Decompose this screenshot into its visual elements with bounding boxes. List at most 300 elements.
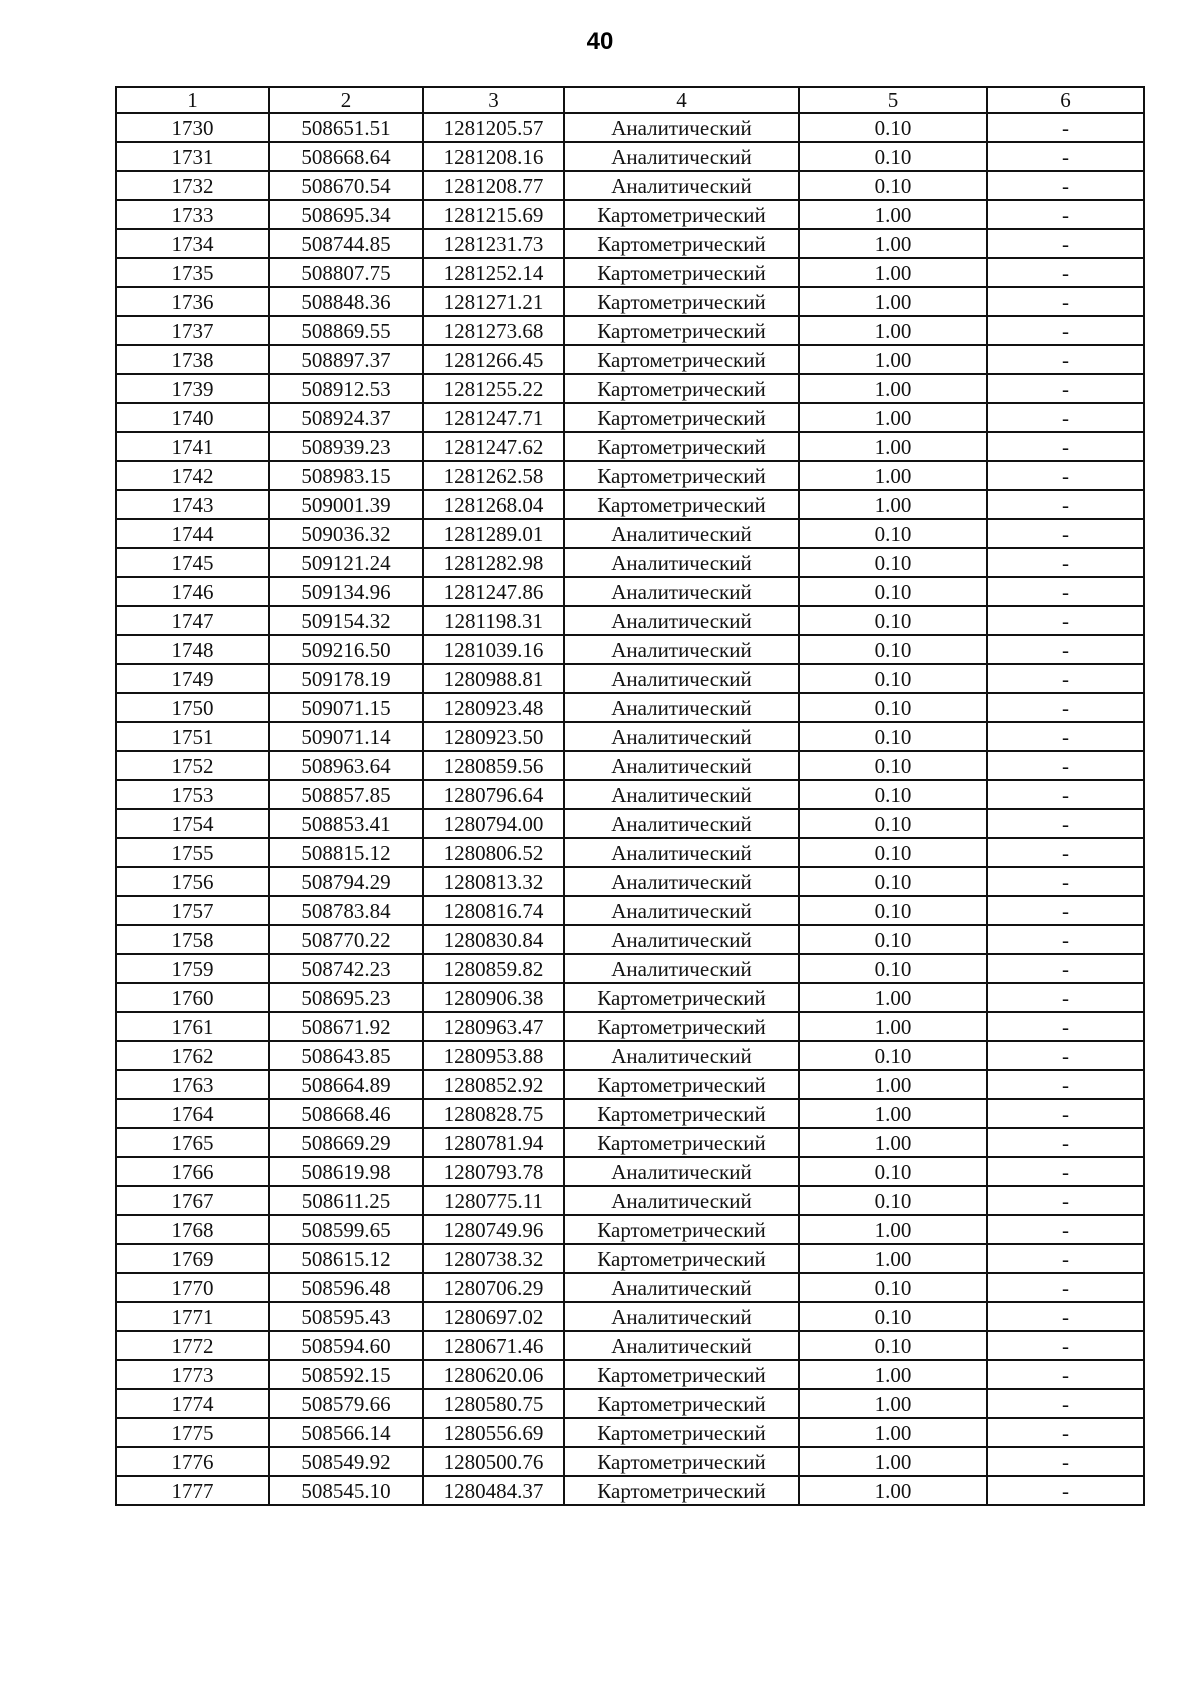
x-coordinate-cell: 509134.96 <box>269 577 423 606</box>
point-number-cell: 1759 <box>116 954 269 983</box>
point-number-cell: 1744 <box>116 519 269 548</box>
accuracy-cell: 1.00 <box>799 316 987 345</box>
table-row <box>116 722 1144 751</box>
x-coordinate-cell: 508599.65 <box>269 1215 423 1244</box>
table-row <box>116 1186 1144 1215</box>
method-cell: Картометрический <box>564 1128 799 1157</box>
table-row <box>116 1099 1144 1128</box>
y-coordinate-cell: 1280749.96 <box>423 1215 564 1244</box>
method-cell: Картометрический <box>564 258 799 287</box>
point-number-cell: 1776 <box>116 1447 269 1476</box>
y-coordinate-cell: 1281205.57 <box>423 113 564 142</box>
table-row <box>116 142 1144 171</box>
x-coordinate-cell: 509216.50 <box>269 635 423 664</box>
point-number-cell: 1751 <box>116 722 269 751</box>
point-number-cell: 1749 <box>116 664 269 693</box>
note-cell: - <box>987 1041 1144 1070</box>
method-cell: Аналитический <box>564 142 799 171</box>
note-cell: - <box>987 403 1144 432</box>
y-coordinate-cell: 1280830.84 <box>423 925 564 954</box>
method-cell: Картометрический <box>564 490 799 519</box>
note-cell: - <box>987 1099 1144 1128</box>
point-number-cell: 1762 <box>116 1041 269 1070</box>
y-coordinate-cell: 1280620.06 <box>423 1360 564 1389</box>
accuracy-cell: 0.10 <box>799 548 987 577</box>
x-coordinate-cell: 508596.48 <box>269 1273 423 1302</box>
accuracy-cell: 1.00 <box>799 432 987 461</box>
method-cell: Аналитический <box>564 809 799 838</box>
point-number-cell: 1768 <box>116 1215 269 1244</box>
accuracy-cell: 1.00 <box>799 287 987 316</box>
point-number-cell: 1737 <box>116 316 269 345</box>
note-cell: - <box>987 374 1144 403</box>
x-coordinate-cell: 508664.89 <box>269 1070 423 1099</box>
y-coordinate-cell: 1281215.69 <box>423 200 564 229</box>
point-number-cell: 1742 <box>116 461 269 490</box>
note-cell: - <box>987 519 1144 548</box>
y-coordinate-cell: 1280793.78 <box>423 1157 564 1186</box>
point-number-cell: 1765 <box>116 1128 269 1157</box>
table-row <box>116 1070 1144 1099</box>
column-header: 6 <box>987 87 1144 113</box>
note-cell: - <box>987 1418 1144 1447</box>
point-number-cell: 1741 <box>116 432 269 461</box>
table-row <box>116 1012 1144 1041</box>
accuracy-cell: 0.10 <box>799 867 987 896</box>
table-body <box>116 87 1144 1505</box>
accuracy-cell: 0.10 <box>799 1157 987 1186</box>
accuracy-cell: 1.00 <box>799 229 987 258</box>
table-row <box>116 751 1144 780</box>
note-cell: - <box>987 896 1144 925</box>
accuracy-cell: 1.00 <box>799 490 987 519</box>
table-row <box>116 954 1144 983</box>
accuracy-cell: 0.10 <box>799 519 987 548</box>
point-number-cell: 1760 <box>116 983 269 1012</box>
page-number: 40 <box>586 28 614 55</box>
table-row <box>116 1389 1144 1418</box>
y-coordinate-cell: 1280671.46 <box>423 1331 564 1360</box>
table-row <box>116 1041 1144 1070</box>
note-cell: - <box>987 635 1144 664</box>
accuracy-cell: 0.10 <box>799 1273 987 1302</box>
table-row <box>116 229 1144 258</box>
y-coordinate-cell: 1281208.16 <box>423 142 564 171</box>
method-cell: Картометрический <box>564 1012 799 1041</box>
x-coordinate-cell: 508897.37 <box>269 345 423 374</box>
accuracy-cell: 0.10 <box>799 1302 987 1331</box>
y-coordinate-cell: 1281271.21 <box>423 287 564 316</box>
y-coordinate-cell: 1280859.56 <box>423 751 564 780</box>
method-cell: Картометрический <box>564 1215 799 1244</box>
point-number-cell: 1739 <box>116 374 269 403</box>
note-cell: - <box>987 693 1144 722</box>
y-coordinate-cell: 1280923.48 <box>423 693 564 722</box>
table-row <box>116 461 1144 490</box>
point-number-cell: 1731 <box>116 142 269 171</box>
accuracy-cell: 1.00 <box>799 1099 987 1128</box>
point-number-cell: 1766 <box>116 1157 269 1186</box>
x-coordinate-cell: 508794.29 <box>269 867 423 896</box>
point-number-cell: 1734 <box>116 229 269 258</box>
x-coordinate-cell: 508783.84 <box>269 896 423 925</box>
table-row <box>116 200 1144 229</box>
table-row <box>116 780 1144 809</box>
x-coordinate-cell: 509036.32 <box>269 519 423 548</box>
y-coordinate-cell: 1280775.11 <box>423 1186 564 1215</box>
method-cell: Аналитический <box>564 1157 799 1186</box>
accuracy-cell: 0.10 <box>799 635 987 664</box>
table-row <box>116 1476 1144 1505</box>
point-number-cell: 1738 <box>116 345 269 374</box>
y-coordinate-cell: 1280706.29 <box>423 1273 564 1302</box>
table-row <box>116 1244 1144 1273</box>
point-number-cell: 1752 <box>116 751 269 780</box>
method-cell: Картометрический <box>564 200 799 229</box>
method-cell: Аналитический <box>564 577 799 606</box>
note-cell: - <box>987 838 1144 867</box>
x-coordinate-cell: 509001.39 <box>269 490 423 519</box>
accuracy-cell: 1.00 <box>799 374 987 403</box>
x-coordinate-cell: 508815.12 <box>269 838 423 867</box>
note-cell: - <box>987 1360 1144 1389</box>
note-cell: - <box>987 867 1144 896</box>
table-row <box>116 287 1144 316</box>
note-cell: - <box>987 1186 1144 1215</box>
x-coordinate-cell: 508857.85 <box>269 780 423 809</box>
note-cell: - <box>987 722 1144 751</box>
y-coordinate-cell: 1280923.50 <box>423 722 564 751</box>
column-header: 2 <box>269 87 423 113</box>
note-cell: - <box>987 287 1144 316</box>
y-coordinate-cell: 1280813.32 <box>423 867 564 896</box>
note-cell: - <box>987 171 1144 200</box>
point-number-cell: 1777 <box>116 1476 269 1505</box>
accuracy-cell: 1.00 <box>799 983 987 1012</box>
note-cell: - <box>987 751 1144 780</box>
x-coordinate-cell: 508615.12 <box>269 1244 423 1273</box>
method-cell: Аналитический <box>564 548 799 577</box>
y-coordinate-cell: 1280963.47 <box>423 1012 564 1041</box>
table-row <box>116 113 1144 142</box>
table-row <box>116 896 1144 925</box>
y-coordinate-cell: 1281247.62 <box>423 432 564 461</box>
y-coordinate-cell: 1280738.32 <box>423 1244 564 1273</box>
y-coordinate-cell: 1280816.74 <box>423 896 564 925</box>
point-number-cell: 1745 <box>116 548 269 577</box>
note-cell: - <box>987 925 1144 954</box>
note-cell: - <box>987 1273 1144 1302</box>
point-number-cell: 1732 <box>116 171 269 200</box>
accuracy-cell: 0.10 <box>799 809 987 838</box>
method-cell: Картометрический <box>564 374 799 403</box>
note-cell: - <box>987 809 1144 838</box>
x-coordinate-cell: 508545.10 <box>269 1476 423 1505</box>
method-cell: Аналитический <box>564 722 799 751</box>
x-coordinate-cell: 508848.36 <box>269 287 423 316</box>
y-coordinate-cell: 1280794.00 <box>423 809 564 838</box>
table-row <box>116 316 1144 345</box>
note-cell: - <box>987 1070 1144 1099</box>
method-cell: Картометрический <box>564 1447 799 1476</box>
method-cell: Картометрический <box>564 1418 799 1447</box>
y-coordinate-cell: 1280697.02 <box>423 1302 564 1331</box>
note-cell: - <box>987 1012 1144 1041</box>
x-coordinate-cell: 508671.92 <box>269 1012 423 1041</box>
accuracy-cell: 0.10 <box>799 722 987 751</box>
point-number-cell: 1764 <box>116 1099 269 1128</box>
point-number-cell: 1761 <box>116 1012 269 1041</box>
note-cell: - <box>987 142 1144 171</box>
accuracy-cell: 1.00 <box>799 1244 987 1273</box>
table-row <box>116 1302 1144 1331</box>
x-coordinate-cell: 508742.23 <box>269 954 423 983</box>
method-cell: Картометрический <box>564 316 799 345</box>
column-header: 3 <box>423 87 564 113</box>
method-cell: Аналитический <box>564 693 799 722</box>
method-cell: Картометрический <box>564 345 799 374</box>
note-cell: - <box>987 548 1144 577</box>
note-cell: - <box>987 1302 1144 1331</box>
method-cell: Аналитический <box>564 664 799 693</box>
y-coordinate-cell: 1280556.69 <box>423 1418 564 1447</box>
method-cell: Аналитический <box>564 606 799 635</box>
point-number-cell: 1735 <box>116 258 269 287</box>
accuracy-cell: 0.10 <box>799 838 987 867</box>
accuracy-cell: 0.10 <box>799 171 987 200</box>
note-cell: - <box>987 229 1144 258</box>
accuracy-cell: 0.10 <box>799 896 987 925</box>
note-cell: - <box>987 1476 1144 1505</box>
point-number-cell: 1733 <box>116 200 269 229</box>
x-coordinate-cell: 508579.66 <box>269 1389 423 1418</box>
point-number-cell: 1763 <box>116 1070 269 1099</box>
table-row <box>116 867 1144 896</box>
method-cell: Картометрический <box>564 1099 799 1128</box>
accuracy-cell: 0.10 <box>799 1186 987 1215</box>
table-row <box>116 258 1144 287</box>
point-number-cell: 1774 <box>116 1389 269 1418</box>
x-coordinate-cell: 508963.64 <box>269 751 423 780</box>
table-row <box>116 1273 1144 1302</box>
method-cell: Аналитический <box>564 867 799 896</box>
x-coordinate-cell: 508566.14 <box>269 1418 423 1447</box>
accuracy-cell: 1.00 <box>799 1128 987 1157</box>
point-number-cell: 1730 <box>116 113 269 142</box>
y-coordinate-cell: 1281247.71 <box>423 403 564 432</box>
table-row <box>116 1128 1144 1157</box>
y-coordinate-cell: 1281198.31 <box>423 606 564 635</box>
accuracy-cell: 0.10 <box>799 142 987 171</box>
accuracy-cell: 1.00 <box>799 461 987 490</box>
table-row <box>116 403 1144 432</box>
accuracy-cell: 1.00 <box>799 1012 987 1041</box>
y-coordinate-cell: 1281255.22 <box>423 374 564 403</box>
note-cell: - <box>987 954 1144 983</box>
point-number-cell: 1753 <box>116 780 269 809</box>
y-coordinate-cell: 1280580.75 <box>423 1389 564 1418</box>
method-cell: Аналитический <box>564 635 799 664</box>
method-cell: Аналитический <box>564 1041 799 1070</box>
note-cell: - <box>987 461 1144 490</box>
method-cell: Картометрический <box>564 461 799 490</box>
note-cell: - <box>987 490 1144 519</box>
method-cell: Аналитический <box>564 1302 799 1331</box>
accuracy-cell: 1.00 <box>799 1070 987 1099</box>
method-cell: Картометрический <box>564 229 799 258</box>
note-cell: - <box>987 200 1144 229</box>
method-cell: Картометрический <box>564 983 799 1012</box>
y-coordinate-cell: 1281208.77 <box>423 171 564 200</box>
x-coordinate-cell: 508869.55 <box>269 316 423 345</box>
y-coordinate-cell: 1280484.37 <box>423 1476 564 1505</box>
table-row <box>116 838 1144 867</box>
method-cell: Картометрический <box>564 1476 799 1505</box>
y-coordinate-cell: 1280796.64 <box>423 780 564 809</box>
table-row <box>116 983 1144 1012</box>
note-cell: - <box>987 258 1144 287</box>
point-number-cell: 1758 <box>116 925 269 954</box>
x-coordinate-cell: 508912.53 <box>269 374 423 403</box>
table-row <box>116 171 1144 200</box>
x-coordinate-cell: 508939.23 <box>269 432 423 461</box>
point-number-cell: 1767 <box>116 1186 269 1215</box>
table-row <box>116 519 1144 548</box>
table-row <box>116 1447 1144 1476</box>
method-cell: Аналитический <box>564 1186 799 1215</box>
accuracy-cell: 1.00 <box>799 1389 987 1418</box>
y-coordinate-cell: 1281273.68 <box>423 316 564 345</box>
y-coordinate-cell: 1281289.01 <box>423 519 564 548</box>
x-coordinate-cell: 508924.37 <box>269 403 423 432</box>
y-coordinate-cell: 1280828.75 <box>423 1099 564 1128</box>
table-row <box>116 345 1144 374</box>
table-row <box>116 925 1144 954</box>
accuracy-cell: 0.10 <box>799 1041 987 1070</box>
point-number-cell: 1773 <box>116 1360 269 1389</box>
note-cell: - <box>987 1128 1144 1157</box>
x-coordinate-cell: 508643.85 <box>269 1041 423 1070</box>
y-coordinate-cell: 1280806.52 <box>423 838 564 867</box>
x-coordinate-cell: 508695.23 <box>269 983 423 1012</box>
point-number-cell: 1743 <box>116 490 269 519</box>
method-cell: Аналитический <box>564 171 799 200</box>
accuracy-cell: 0.10 <box>799 693 987 722</box>
table-row <box>116 1360 1144 1389</box>
note-cell: - <box>987 983 1144 1012</box>
y-coordinate-cell: 1280988.81 <box>423 664 564 693</box>
x-coordinate-cell: 509154.32 <box>269 606 423 635</box>
accuracy-cell: 0.10 <box>799 925 987 954</box>
x-coordinate-cell: 509071.15 <box>269 693 423 722</box>
accuracy-cell: 0.10 <box>799 664 987 693</box>
y-coordinate-cell: 1280852.92 <box>423 1070 564 1099</box>
point-number-cell: 1747 <box>116 606 269 635</box>
method-cell: Аналитический <box>564 1331 799 1360</box>
point-number-cell: 1769 <box>116 1244 269 1273</box>
method-cell: Картометрический <box>564 1389 799 1418</box>
y-coordinate-cell: 1281039.16 <box>423 635 564 664</box>
note-cell: - <box>987 432 1144 461</box>
accuracy-cell: 1.00 <box>799 1418 987 1447</box>
table-row <box>116 1418 1144 1447</box>
accuracy-cell: 1.00 <box>799 1476 987 1505</box>
accuracy-cell: 0.10 <box>799 780 987 809</box>
table-row <box>116 548 1144 577</box>
column-header: 1 <box>116 87 269 113</box>
table-row <box>116 809 1144 838</box>
note-cell: - <box>987 1244 1144 1273</box>
table-row <box>116 432 1144 461</box>
method-cell: Картометрический <box>564 1244 799 1273</box>
note-cell: - <box>987 1331 1144 1360</box>
table-row <box>116 606 1144 635</box>
table-row <box>116 1331 1144 1360</box>
point-number-cell: 1757 <box>116 896 269 925</box>
point-number-cell: 1748 <box>116 635 269 664</box>
y-coordinate-cell: 1281231.73 <box>423 229 564 258</box>
method-cell: Аналитический <box>564 751 799 780</box>
point-number-cell: 1754 <box>116 809 269 838</box>
x-coordinate-cell: 508853.41 <box>269 809 423 838</box>
point-number-cell: 1772 <box>116 1331 269 1360</box>
coordinates-table <box>115 86 1145 1506</box>
y-coordinate-cell: 1281247.86 <box>423 577 564 606</box>
note-cell: - <box>987 1215 1144 1244</box>
method-cell: Аналитический <box>564 780 799 809</box>
note-cell: - <box>987 664 1144 693</box>
accuracy-cell: 1.00 <box>799 403 987 432</box>
accuracy-cell: 1.00 <box>799 258 987 287</box>
table-row <box>116 490 1144 519</box>
x-coordinate-cell: 508668.64 <box>269 142 423 171</box>
method-cell: Аналитический <box>564 838 799 867</box>
x-coordinate-cell: 508770.22 <box>269 925 423 954</box>
x-coordinate-cell: 508611.25 <box>269 1186 423 1215</box>
column-header: 5 <box>799 87 987 113</box>
accuracy-cell: 1.00 <box>799 1215 987 1244</box>
y-coordinate-cell: 1280906.38 <box>423 983 564 1012</box>
x-coordinate-cell: 508695.34 <box>269 200 423 229</box>
x-coordinate-cell: 508549.92 <box>269 1447 423 1476</box>
x-coordinate-cell: 508669.29 <box>269 1128 423 1157</box>
method-cell: Картометрический <box>564 287 799 316</box>
note-cell: - <box>987 577 1144 606</box>
accuracy-cell: 0.10 <box>799 1331 987 1360</box>
y-coordinate-cell: 1281266.45 <box>423 345 564 374</box>
note-cell: - <box>987 1389 1144 1418</box>
method-cell: Аналитический <box>564 925 799 954</box>
point-number-cell: 1755 <box>116 838 269 867</box>
point-number-cell: 1736 <box>116 287 269 316</box>
accuracy-cell: 1.00 <box>799 1447 987 1476</box>
point-number-cell: 1770 <box>116 1273 269 1302</box>
x-coordinate-cell: 508744.85 <box>269 229 423 258</box>
method-cell: Аналитический <box>564 519 799 548</box>
note-cell: - <box>987 780 1144 809</box>
point-number-cell: 1775 <box>116 1418 269 1447</box>
note-cell: - <box>987 1447 1144 1476</box>
y-coordinate-cell: 1280781.94 <box>423 1128 564 1157</box>
accuracy-cell: 1.00 <box>799 200 987 229</box>
accuracy-cell: 0.10 <box>799 954 987 983</box>
table-row <box>116 635 1144 664</box>
column-header: 4 <box>564 87 799 113</box>
method-cell: Картометрический <box>564 432 799 461</box>
table-row <box>116 374 1144 403</box>
accuracy-cell: 1.00 <box>799 345 987 374</box>
point-number-cell: 1750 <box>116 693 269 722</box>
